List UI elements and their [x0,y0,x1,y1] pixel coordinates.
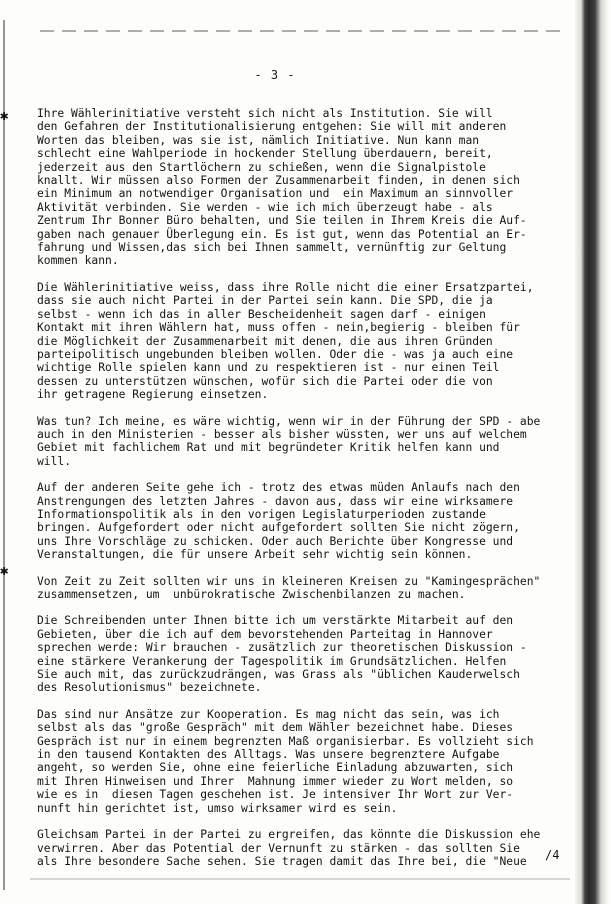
paragraph: Das sind nur Ansätze zur Kooperation. Es mag nicht das sein, was ich selbst als das "große Gespräch" mit dem Wähler bezeichnet habe. Dieses Gespräch ist nur in einem begrenzten Maß organisierbar. Es vollzieht sich in den tausend Kontakten des Alltags. Was unsere begrenztere Aufgabe angeht, so werden Sie, ohne eine feierliche Einladung abzuwarten, sich mit Ihren Hinweisen und Ihrer Mahnung immer wieder zu Wort melden, so wie es in diesen Tagen geschehen ist. Je intensiver Ihr Wort zur Ver- nunft hin gerichtet ist, umso wirksamer wird es sein. [37,707,534,815]
paragraph: Die Schreibenden unter Ihnen bitte ich um verstärkte Mitarbeit auf den Gebieten, über die ich auf dem bevorstehenden Parteitag in Hannover sprechen werde: Wir brauchen - zusätzlich zur theoretischen Diskussion - eine stärkere Verankerung der Tagespolitik im Grundsätzlichen. Helfen Sie auch mit, das zurückzudrängen, was Grass als "üblichen Kauderwelsch des Resolutionismus" bezeichnete. [37,614,527,695]
paragraph: Gleichsam Partei in der Partei zu ergreifen, das könnte die Diskussion ehe verwirren. Aber das Potential der Vernunft zu stärken - das sollten Sie als Ihre besondere Sache sehen. Sie tragen damit das Ihre bei, die "Neue [37,828,541,868]
paragraph: Ihre Wählerinitiative versteht sich nicht als Institution. Sie will den Gefahren der Institutionalisierung entgehen: Sie will mit anderen Worten das bleiben, was sie ist, nämlich Initiative. Nun kann man schlecht eine Wahlperiode in hockender Stellung überdauern, bereit, jederzeit aus den Startlöchern zu schießen, wenn die Signalpistole knallt. Wir müssen also Formen der Zusammenarbeit finden, in denen sich ein Minimum an notwendiger Organisation und ein Maximum an sinnvoller Aktivität verbinden. Sie werden - wie ich mich überzeugt habe - als Zentrum Ihr Bonner Büro behalten, und Sie teilen in Ihrem Kreis die Auf- gaben nach genauer Überlegung ein. Es ist gut, wenn das Potential an Er- fahrung und Wissen,das sich bei Ihnen sammelt, vernünftig zur Geltung kommen kann. [37,107,527,268]
continuation-marker: /4 [545,848,560,862]
scan-left-border [3,20,5,890]
binding-mark: ✱ [0,563,9,579]
paragraph: Die Wählerinitiative weiss, dass ihre Rolle nicht die einer Ersatzpartei, dass sie auch nicht Partei in der Partei sein kann. Die SPD, die ja selbst - wenn ich das in aller Bescheidenheit sagen darf - einigen Kontakt mit ihren Wählern hat, muss offen - nein,begierig - bleiben für die Möglichkeit der Zusammenarbeit mit denen, die aus ihren Gründen parteipolitisch ungebunden bleiben wollen. Oder die - was ja auch eine wichtige Rolle spielen kann und zu respektieren ist - nur einen Teil dessen zu unterstützen wünschen, wofür sich die Partei oder die von ihr getragene Regierung einsetzen. [37,280,534,402]
paragraph: Was tun? Ich meine, es wäre wichtig, wenn wir in der Führung der SPD - abe auch in den Ministerien - besser als bisher wüssten, wer uns auf welchem Gebiet mit fachlichem Rat und mit begründeter Kritik helfen kann und will. [37,414,541,468]
paragraph: Von Zeit zu Zeit sollten wir uns in kleineren Kreisen zu "Kamingesprächen" zusammensetzen, um unbürokratische Zwischenbilanzen zu machen. [37,574,541,601]
scan-top-edge [40,30,560,32]
paragraph: Auf der anderen Seite gehe ich - trotz des etwas müden Anlaufs nach den Anstrengungen des letzten Jahres - davon aus, dass wir eine wirksamere Informationspolitik als in den vorigen Legislaturperioden zustande bringen. Aufgefordert oder nicht aufgefordert sollten Sie nicht zögern, uns Ihre Vorschläge zu schicken. Oder auch Berichte über Kongresse und Veranstaltungen, die für unsere Arbeit sehr wichtig sein können. [37,481,520,562]
letter-body [37,107,587,881]
page-number: - 3 - [254,68,296,82]
binding-mark: ✱ [0,108,9,124]
